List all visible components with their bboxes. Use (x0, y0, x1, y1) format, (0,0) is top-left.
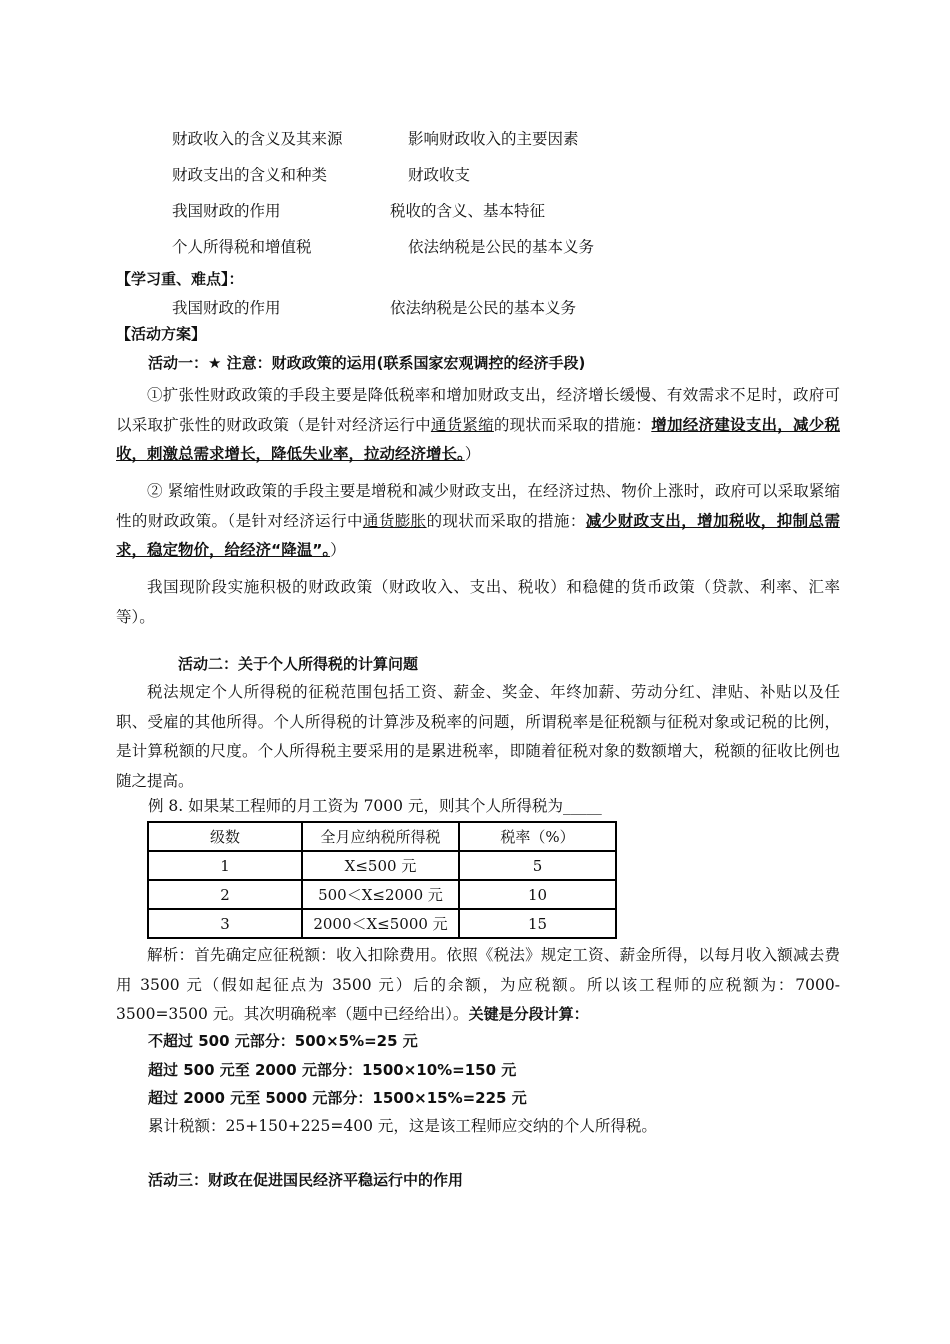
key-point-item: 我国财政的作用 (172, 299, 281, 317)
key-points-heading: 【学习重、难点】： (116, 270, 244, 288)
expansionary-measures: 增加经济建设支出，减少税收，刺激总需求增长，降低失业率，拉动经济增长。 (116, 415, 840, 463)
analysis-key: 关键是分段计算： (468, 1005, 589, 1023)
table-row (148, 880, 616, 909)
activity1-paragraph-1 (116, 381, 840, 470)
table-cell: 2000＜X≤5000 元 (302, 909, 459, 938)
table-cell: 15 (459, 909, 616, 938)
table-header: 税率（%） (459, 822, 616, 851)
key-point-item: 依法纳税是公民的基本义务 (390, 299, 577, 317)
example-question: 例 8. 如果某工程师的月工资为 7000 元，则其个人所得税为_____ (148, 797, 602, 815)
knowledge-item: 我国财政的作用 (172, 202, 281, 220)
contractionary-measures: 减少财政支出，增加税收，抑制总需求，稳定物价，给经济“降温”。 (116, 511, 840, 559)
calc-step-1: 不超过 500 元部分：500×5%=25 元 (148, 1032, 418, 1050)
calc-step-3: 超过 2000 元至 5000 元部分：1500×15%=225 元 (148, 1089, 527, 1107)
activity1-p1-end: ） (464, 445, 481, 463)
activity3-title: 活动三：财政在促进国民经济平稳运行中的作用 (148, 1171, 464, 1189)
table-row (148, 909, 616, 938)
table-header: 全月应纳税所得税 (302, 822, 459, 851)
knowledge-item: 影响财政收入的主要因素 (408, 130, 579, 148)
activity1-title: 活动一：★ 注意：财政政策的运用(联系国家宏观调控的经济手段) (148, 354, 586, 372)
deflation-term: 通货紧缩 (430, 415, 494, 434)
knowledge-item: 财政支出的含义和种类 (172, 166, 328, 184)
activity1-p1-text2: 的现状而采取的措施： (493, 415, 652, 434)
activity1-p2-text2: 的现状而采取的措施： (426, 511, 586, 530)
calc-step-2: 超过 500 元至 2000 元部分：1500×10%=150 元 (148, 1061, 517, 1079)
plan-heading: 【活动方案】 (116, 325, 207, 343)
table-cell: 2 (148, 880, 302, 909)
table-header-row (148, 822, 616, 851)
activity2-title: 活动二：关于个人所得税的计算问题 (178, 655, 419, 673)
table-cell: X≤500 元 (302, 851, 459, 880)
activity1-p2-end: ） (330, 541, 346, 559)
activity1-paragraph-2 (116, 477, 840, 566)
knowledge-item: 财政收入的含义及其来源 (172, 130, 343, 148)
table-cell: 3 (148, 909, 302, 938)
inflation-term: 通货膨胀 (362, 511, 427, 530)
table-row (148, 851, 616, 880)
total-tax: 累计税额：25+150+225=400 元，这是该工程师应交纳的个人所得税。 (148, 1117, 657, 1135)
activity1-paragraph-3: 我国现阶段实施积极的财政政策（财政收入、支出、税收）和稳健的货币政策（贷款、利率、汇率等）。 (116, 578, 840, 626)
knowledge-item: 财政收支 (408, 166, 471, 184)
knowledge-item: 依法纳税是公民的基本义务 (408, 238, 595, 256)
tax-rate-table (147, 821, 617, 939)
knowledge-item: 税收的含义、基本特征 (390, 202, 546, 220)
analysis-paragraph (116, 941, 840, 1030)
table-cell: 1 (148, 851, 302, 880)
activity1-p1-text: ①扩张性财政政策的手段主要是降低税率和增加财政支出，经济增长缓慢、有效需求不足时，政府可以采取扩张性的财政政策（是针对经济运行中 (116, 386, 840, 434)
activity2-intro: 税法规定个人所得税的征税范围包括工资、薪金、奖金、年终加薪、劳动分红、津贴、补贴以及任职、受雇的其他所得。个人所得税的计算涉及税率的问题，所谓税率是征税额与征税对象或记税的比例，是计算税额的尺度。个人所得税主要采用的是累进税率，即随着征税对象的数额增大，税额的征收比例也随之提高。 (116, 683, 840, 790)
activity1-p2-text: ② 紧缩性财政政策的手段主要是增税和减少财政支出，在经济过热、物价上涨时，政府可以采取紧缩性的财政政策。（是针对经济运行中 (116, 482, 840, 530)
analysis-text: 解析：首先确定应征税额：收入扣除费用。依照《税法》规定工资、薪金所得，以每月收入额减去费用 3500 元（假如起征点为 3500 元）后的余额，为应税额。所以该工程师的应税额为：7000-3500=3500 元。其次明确税率（题中已经给出）。 (116, 946, 840, 1023)
table-cell: 5 (459, 851, 616, 880)
table-cell: 500＜X≤2000 元 (302, 880, 459, 909)
knowledge-item: 个人所得税和增值税 (172, 238, 312, 256)
table-cell: 10 (459, 880, 616, 909)
table-header: 级数 (148, 822, 302, 851)
